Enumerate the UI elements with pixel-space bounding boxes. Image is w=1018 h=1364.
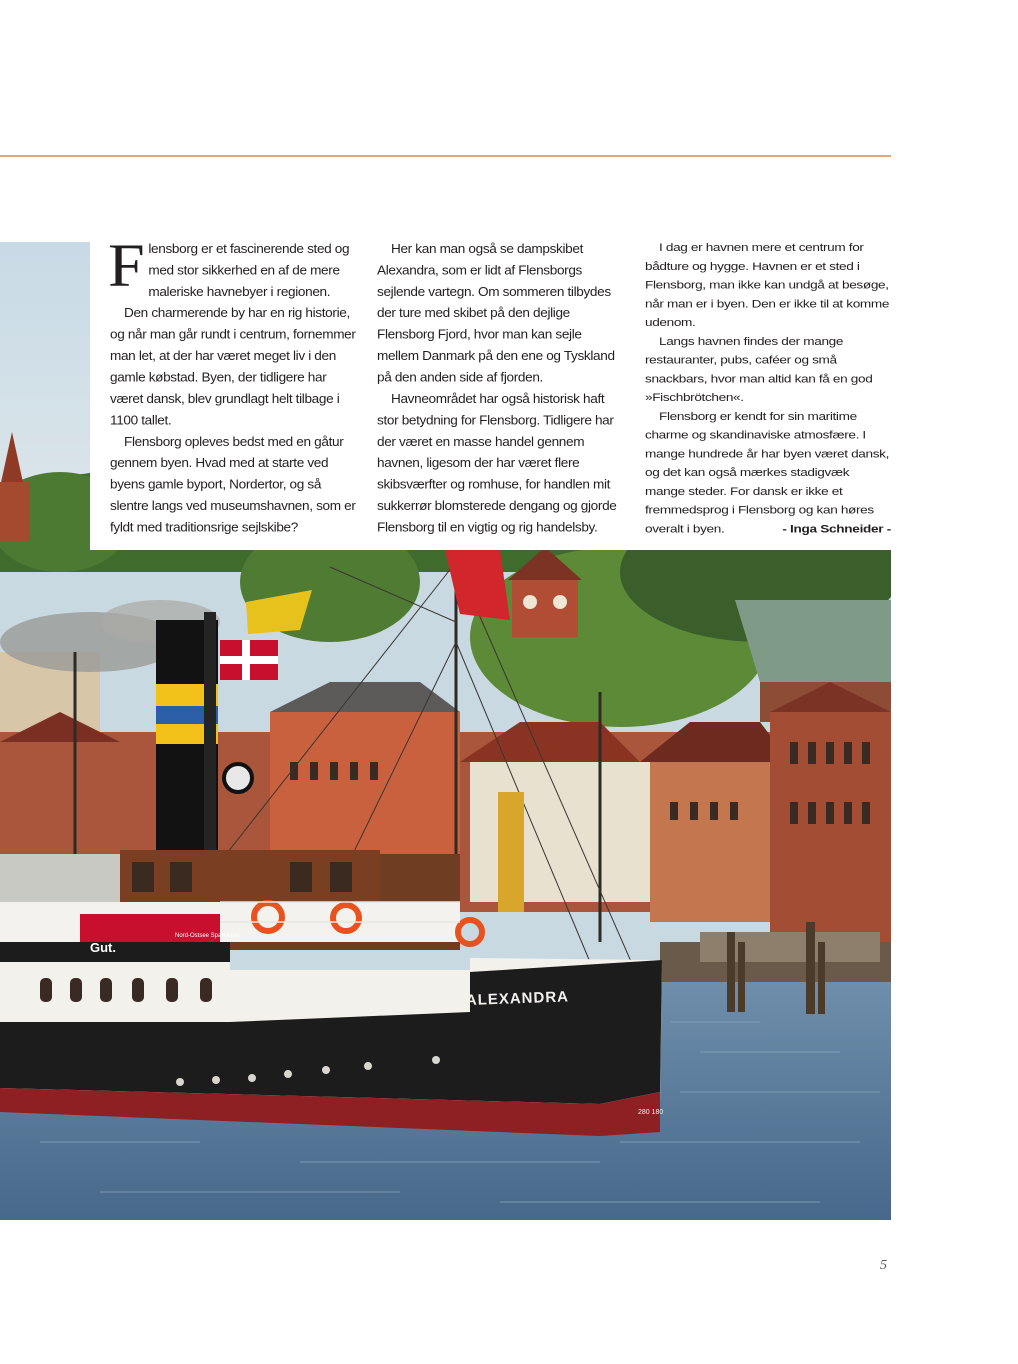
draft-marks: 280 180 bbox=[638, 1109, 664, 1116]
article-paragraph bbox=[108, 231, 356, 302]
article-text-panel bbox=[90, 230, 891, 550]
drop-cap: F bbox=[108, 231, 145, 300]
header-rule bbox=[0, 155, 891, 157]
article-paragraph: Langs havnen findes der mange restauranter, pubs, caféer og små snackbars, hvor man altid kan få en god »Fischbrötchen«. bbox=[645, 335, 873, 404]
article-paragraph: Havneområdet har også historisk haft stor betydning for Flensborg. Tidligere har der været en masse handel gennem havnen, ligesom der har været flere skibsværfter og romhuse, for handlen mit sukkerrør blomsterede dengang og gjorde Flensborg til en vigtig og rig handelsby. bbox=[377, 391, 617, 535]
author-signature: - Inga Schneider - bbox=[782, 522, 891, 535]
article-column-1 bbox=[108, 231, 356, 538]
article-column-3 bbox=[645, 238, 891, 538]
article-paragraph: Her kan man også se dampskibet Alexandra, som er lidt af Flensborgs sejlende vartegn. Om sommeren tilbydes der ture med skibet på den dejlige Flensborg Fjord, hvor man kan sejle mellem Danmark på den ene og Tyskland på den anden side af fjorden. bbox=[377, 241, 615, 385]
page-number: 5 bbox=[880, 1258, 887, 1273]
article-column-2 bbox=[377, 238, 623, 538]
ship-name: ALEXANDRA bbox=[465, 988, 570, 1009]
paragraph-text: Flensborg er kendt for sin maritime charme og skandinaviske atmosfære. I mange hundrede år har byen været dansk, og det kan også mærkes stadigvæk mange steder. For dansk er ikke et fremmedsprog i Flensborg og kan høres overalt i byen. bbox=[645, 410, 890, 535]
article-paragraph: Den charmerende by har en rig historie, og når man går rundt i centrum, fornemmer man let, at der har været meget liv i den gamle købstad. Byen, der tidligere har været dansk, blev grundlagt helt tilbage i 1100 tallet. bbox=[110, 306, 356, 428]
sponsor-text: Nord-Ostsee Sparkasse bbox=[175, 933, 240, 939]
article-paragraph: Flensborg opleves bedst med en gåtur gennem byen. Hvad med at starte ved byens gamle byport, Nordertor, og så slentre langs ved museumshavnen, som er fyldt med traditionsrige sejlskibe? bbox=[110, 434, 356, 535]
banner-text: Gut. bbox=[90, 940, 116, 955]
article-paragraph: I dag er havnen mere et centrum for bådture og hygge. Havnen er et sted i Flensborg, man ikke kan undgå at besøge, når man er i byen. Den er ikke til at komme udenom. bbox=[645, 241, 890, 329]
article-paragraph bbox=[645, 407, 891, 538]
paragraph-text: lensborg er et fascinerende sted og med stor sikkerhed en af de mere maleriske havnebyer i regionen. bbox=[148, 241, 350, 299]
